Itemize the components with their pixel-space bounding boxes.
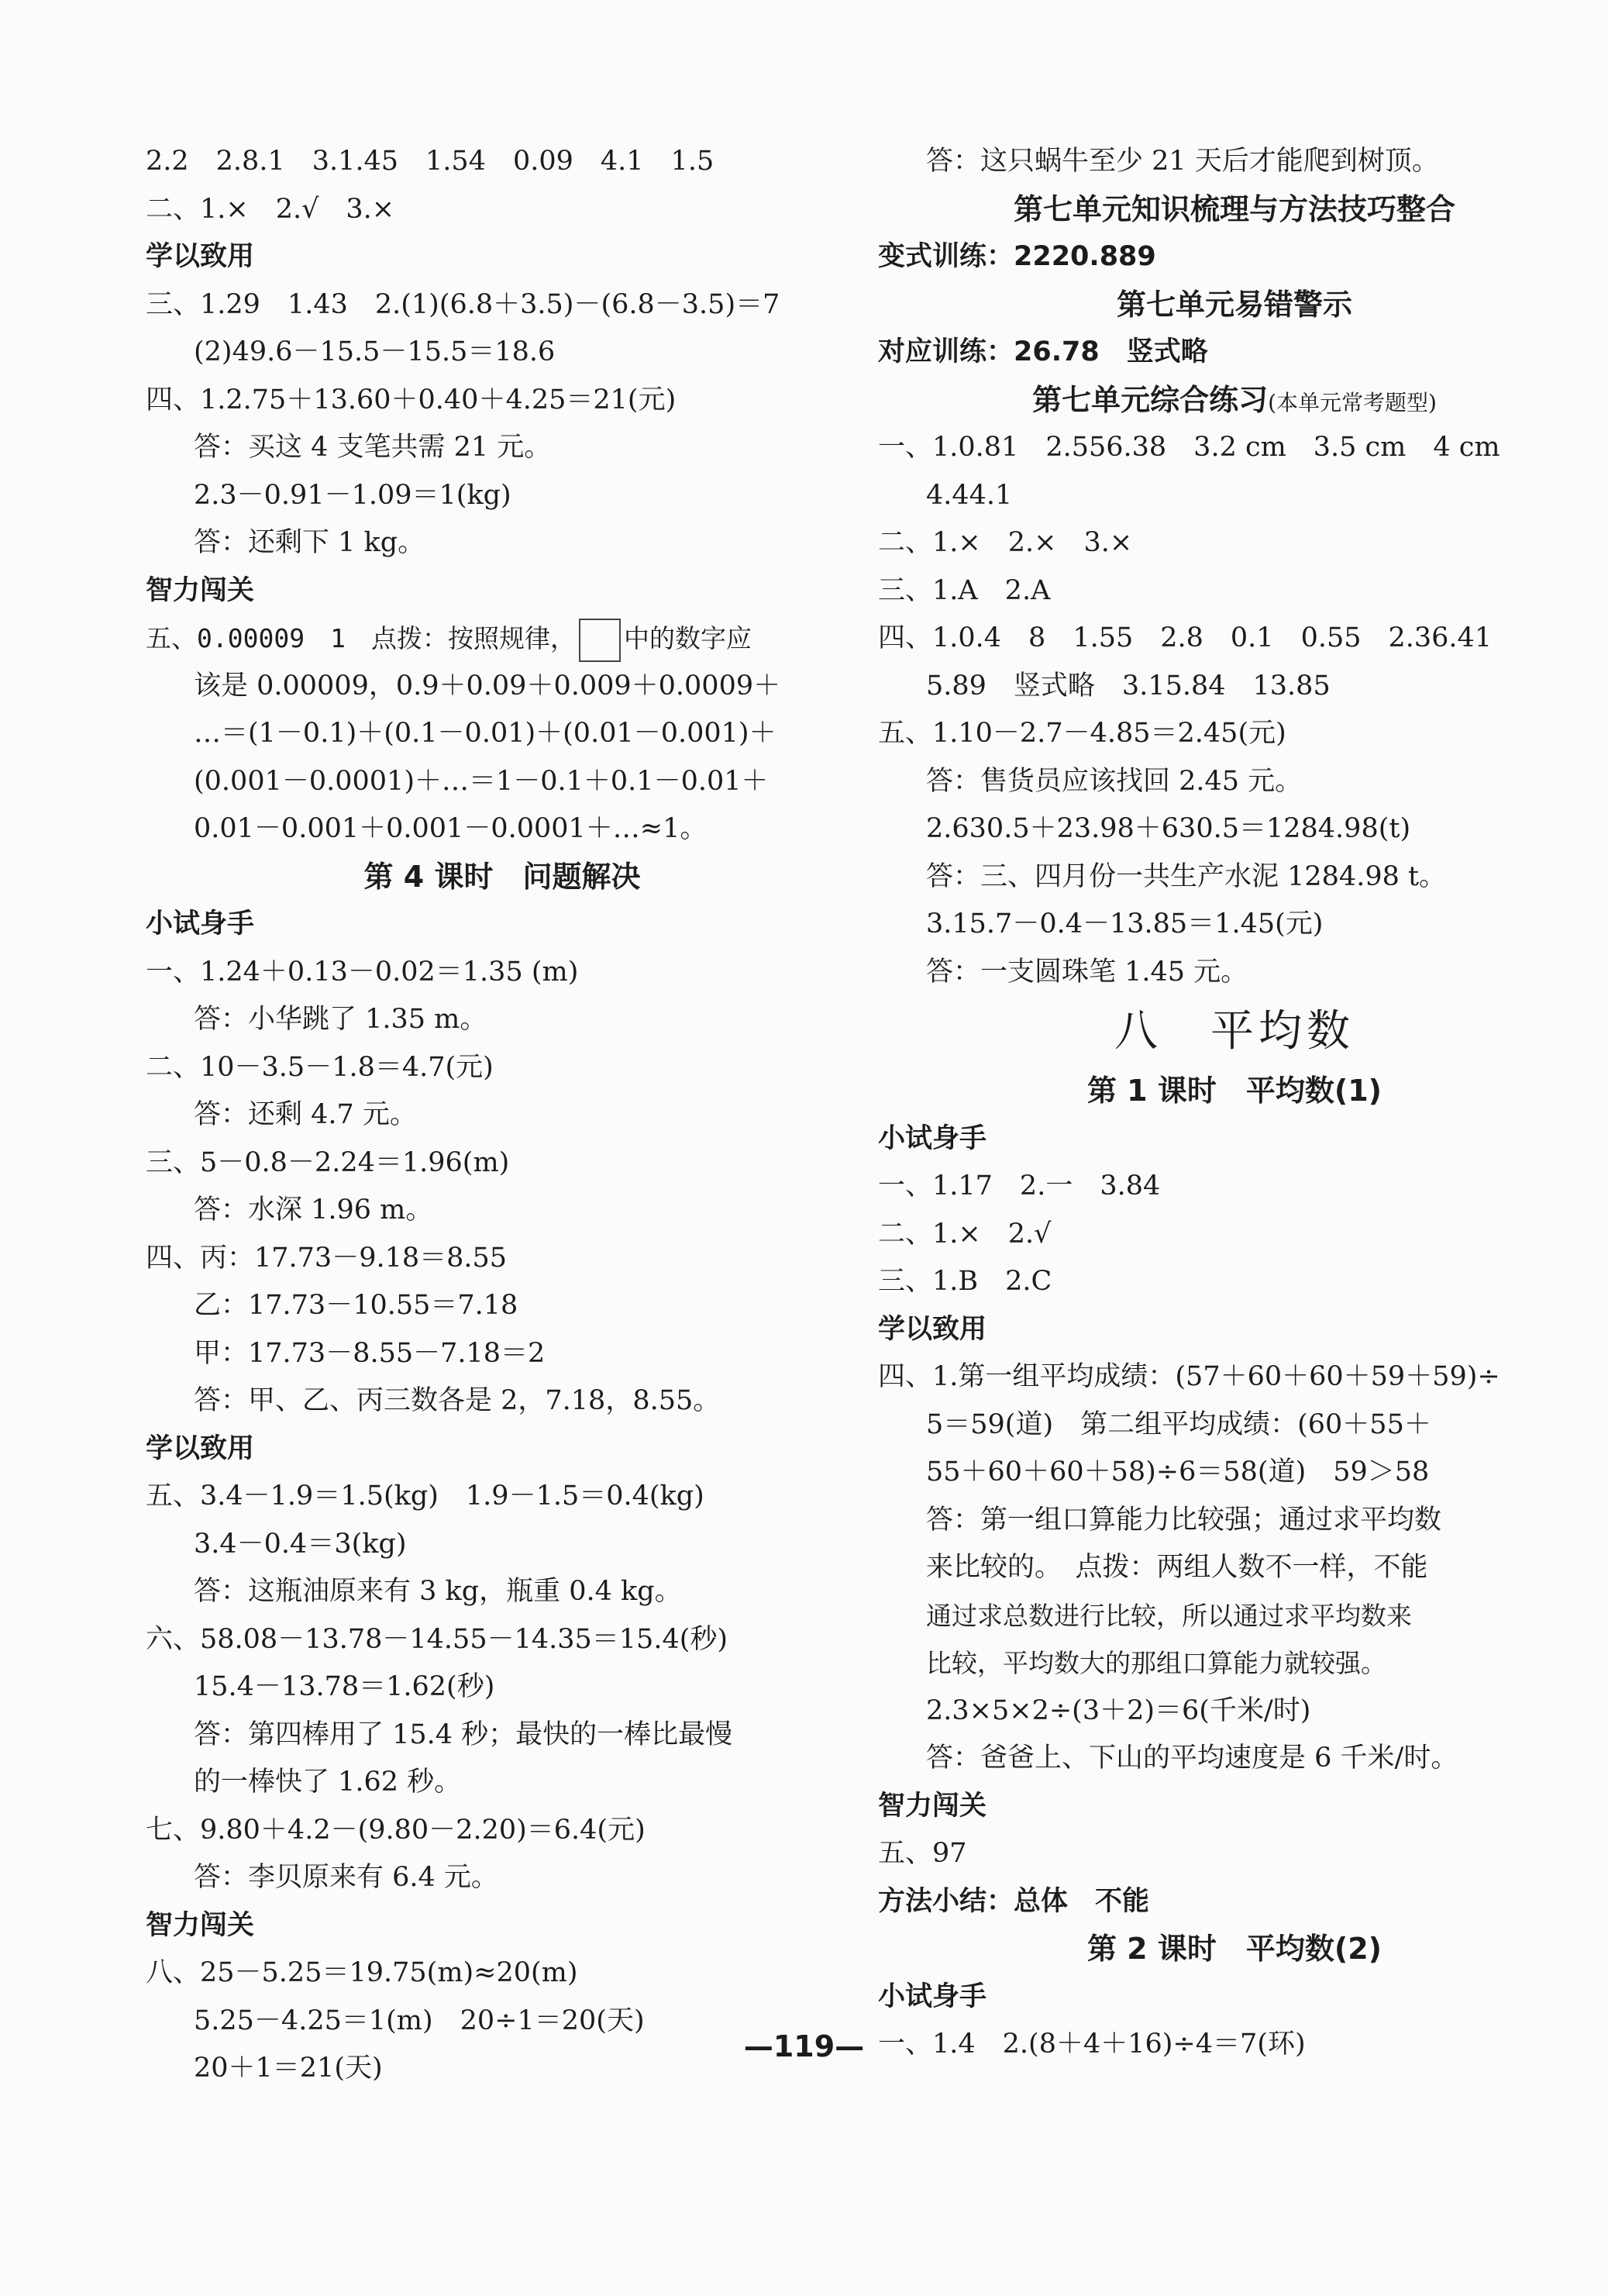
answer-line xyxy=(146,615,859,663)
line-text: 小试身手 xyxy=(878,1981,987,2012)
line-text: 55＋60＋60＋58)÷6＝58(道) 59＞58 xyxy=(926,1457,1430,1488)
line-text: 15.4－13.78＝1.62(秒) xyxy=(194,1671,495,1702)
answer-line xyxy=(146,1235,859,1283)
line-text: 四、1.2.75＋13.60＋0.40＋4.25＝21(元) xyxy=(146,384,677,415)
subsection-heading xyxy=(878,1974,1591,2022)
line-text: 第 2 课时 平均数(2) xyxy=(1086,1932,1382,1966)
answer-line xyxy=(146,1091,859,1139)
line-text: 三、5－0.8－2.24＝1.96(m) xyxy=(146,1146,510,1178)
line-text: 答：水深 1.96 m。 xyxy=(194,1195,433,1226)
line-text: 小试身手 xyxy=(878,1122,987,1154)
answer-line xyxy=(146,1663,859,1712)
line-text: 智力闯关 xyxy=(146,574,255,606)
answer-line xyxy=(878,1353,1591,1401)
right-column xyxy=(878,138,1591,2069)
answer-line xyxy=(146,1950,859,1998)
answer-line xyxy=(146,1759,859,1807)
line-text: 二、1.× 2.√ 3.× xyxy=(146,193,395,225)
answer-line xyxy=(146,1616,859,1664)
line-text: 答：第四棒用了 15.4 秒；最快的一棒比最慢 xyxy=(194,1719,733,1750)
line-text: 5＝59(道) 第二组平均成绩：(60＋55＋ xyxy=(926,1408,1431,1440)
answer-line xyxy=(878,1163,1591,1211)
answer-line xyxy=(146,1377,859,1426)
line-text: 答：这瓶油原来有 3 kg，瓶重 0.4 kg。 xyxy=(194,1576,682,1607)
answer-line xyxy=(146,472,859,520)
line-text: 来比较的。 点拨：两组人数不一样，不能 xyxy=(926,1552,1428,1583)
line-text: 学以致用 xyxy=(146,1432,255,1464)
answer-line xyxy=(878,1211,1591,1259)
line-text: 小试身手 xyxy=(146,908,255,939)
line-text: 第七单元综合练习 xyxy=(1032,382,1269,417)
line-text: 五、0.00009 1 点拨：按照规律， xyxy=(146,623,576,653)
line-text: 七、9.80＋4.2－(9.80－2.20)＝6.4(元) xyxy=(146,1814,646,1846)
answer-line xyxy=(878,710,1591,758)
line-text: 第 4 课时 问题解决 xyxy=(363,859,641,894)
answer-line xyxy=(878,853,1591,902)
line-text: 比较，平均数大的那组口算能力就较强。 xyxy=(926,1648,1386,1678)
answer-line xyxy=(878,805,1591,853)
page-number: —119— xyxy=(743,2029,865,2063)
answer-line xyxy=(878,1258,1591,1306)
answer-line xyxy=(146,1854,859,1902)
answer-line xyxy=(146,710,859,758)
line-text: 一、1.24＋0.13－0.02＝1.35 (m) xyxy=(146,956,579,988)
answer-line xyxy=(146,1473,859,1521)
answer-line xyxy=(878,1639,1591,1688)
answer-line xyxy=(878,424,1591,472)
line-text: 二、1.× 2.√ xyxy=(878,1218,1052,1250)
line-text: 答：这只蜗牛至少 21 天后才能爬到树顶。 xyxy=(926,146,1439,177)
line-text: 0.01－0.001＋0.001－0.0001＋…≈1。 xyxy=(194,813,708,844)
answer-line xyxy=(878,901,1591,949)
answer-line xyxy=(146,281,859,329)
line-text: …＝(1－0.1)＋(0.1－0.01)＋(0.01－0.001)＋ xyxy=(194,718,776,749)
line-text: 一、1.17 2.一 3.84 xyxy=(878,1170,1161,1201)
line-text: (0.001－0.0001)＋…＝1－0.1＋0.1－0.01＋ xyxy=(194,765,769,797)
line-text: 对应训练：26.78 竖式略 xyxy=(878,336,1208,367)
answer-line xyxy=(878,138,1591,186)
subsection-heading xyxy=(878,1115,1591,1164)
subsection-heading xyxy=(878,329,1591,377)
answer-line xyxy=(878,519,1591,567)
line-text: 的一棒快了 1.62 秒。 xyxy=(194,1767,462,1798)
answer-line xyxy=(146,1712,859,1760)
left-column xyxy=(146,138,859,2093)
line-text: 2.630.5＋23.98＋630.5＝1284.98(t) xyxy=(926,813,1411,844)
line-text: 五、1.10－2.7－4.85＝2.45(元) xyxy=(878,718,1286,749)
answer-line xyxy=(146,1139,859,1188)
answer-line xyxy=(878,615,1591,663)
line-text: 八 平均数 xyxy=(1114,1006,1355,1057)
line-text: 八、25－5.25＝19.75(m)≈20(m) xyxy=(146,1957,578,1988)
answer-line xyxy=(878,949,1591,997)
line-text-continued: 中的数字应 xyxy=(623,623,752,653)
line-text: 方法小结：总体 不能 xyxy=(878,1885,1150,1917)
answer-line xyxy=(878,1497,1591,1545)
section-title xyxy=(878,186,1591,234)
line-text: 2.2 2.8.1 3.1.45 1.54 0.09 4.1 1.5 xyxy=(146,146,714,177)
section-title xyxy=(878,1067,1591,1115)
line-text: 智力闯关 xyxy=(146,1909,255,1941)
line-text: 答：甲、乙、丙三数各是 2，7.18，8.55。 xyxy=(194,1385,721,1416)
line-text: 第 1 课时 平均数(1) xyxy=(1086,1074,1382,1108)
line-text: 5.89 竖式略 3.15.84 13.85 xyxy=(926,670,1331,702)
line-text: 答：售货员应该找回 2.45 元。 xyxy=(926,765,1303,797)
subsection-heading xyxy=(146,233,859,281)
answer-line xyxy=(146,949,859,997)
answer-line xyxy=(146,1044,859,1092)
answer-line xyxy=(878,472,1591,520)
answer-line xyxy=(878,663,1591,711)
line-text: 答：三、四月份一共生产水泥 1284.98 t。 xyxy=(926,860,1447,892)
answer-line xyxy=(878,1735,1591,1783)
answer-line xyxy=(878,1592,1591,1640)
blank-box xyxy=(579,619,621,662)
answer-line xyxy=(146,758,859,806)
subsection-heading xyxy=(146,567,859,615)
section-title xyxy=(878,377,1591,425)
answer-line xyxy=(146,1521,859,1569)
line-text: 3.4－0.4＝3(kg) xyxy=(194,1528,407,1560)
line-text: 第七单元易错警示 xyxy=(1116,287,1352,322)
answer-line xyxy=(146,805,859,853)
subsection-heading xyxy=(146,1426,859,1474)
line-text: 智力闯关 xyxy=(878,1790,987,1822)
subsection-heading xyxy=(878,1783,1591,1831)
subsection-heading xyxy=(146,1902,859,1950)
answer-line xyxy=(146,138,859,186)
line-text: 三、1.29 1.43 2.(1)(6.8＋3.5)－(6.8－3.5)＝7 xyxy=(146,288,780,320)
line-text: 答：买这 4 支笔共需 21 元。 xyxy=(194,432,552,463)
line-text: 四、丙：17.73－9.18＝8.55 xyxy=(146,1242,508,1274)
line-text: 答：爸爸上、下山的平均速度是 6 千米/时。 xyxy=(926,1743,1458,1774)
line-text: 20＋1＝21(天) xyxy=(194,2053,383,2084)
answer-line xyxy=(878,567,1591,615)
line-text: 一、1.0.81 2.556.38 3.2 cm 3.5 cm 4 cm xyxy=(878,432,1500,463)
answer-line xyxy=(146,663,859,711)
answer-line xyxy=(878,1544,1591,1592)
subsection-heading xyxy=(878,233,1591,281)
line-text: 一、1.4 2.(8＋4＋16)÷4＝7(环) xyxy=(878,2029,1306,2060)
answer-line xyxy=(878,1830,1591,1878)
section-title xyxy=(878,281,1591,329)
line-text: 六、58.08－13.78－14.55－14.35＝15.4(秒) xyxy=(146,1623,728,1655)
line-text: 答：一支圆珠笔 1.45 元。 xyxy=(926,956,1248,988)
answer-line xyxy=(878,1401,1591,1450)
line-text: (2)49.6－15.5－15.5＝18.6 xyxy=(194,336,556,367)
answer-line xyxy=(146,377,859,425)
line-text: 五、3.4－1.9＝1.5(kg) 1.9－1.5＝0.4(kg) xyxy=(146,1481,704,1512)
subsection-heading xyxy=(878,1878,1591,1926)
line-text: 第七单元知识梳理与方法技巧整合 xyxy=(1013,191,1455,226)
section-title xyxy=(878,1925,1591,1974)
line-text: 四、1.第一组平均成绩：(57＋60＋60＋59＋59)÷ xyxy=(878,1361,1500,1392)
line-text: 学以致用 xyxy=(146,241,255,272)
line-text: 二、10－3.5－1.8＝4.7(元) xyxy=(146,1051,494,1083)
answer-line xyxy=(146,424,859,472)
subsection-heading xyxy=(146,901,859,949)
answer-line xyxy=(878,1449,1591,1497)
line-text: 乙：17.73－10.55＝7.18 xyxy=(194,1290,518,1321)
line-text: 该是 0.00009，0.9＋0.09＋0.009＋0.0009＋ xyxy=(194,670,781,702)
section-title xyxy=(146,853,859,902)
line-text: 三、1.A 2.A xyxy=(878,574,1051,606)
line-text: 答：小华跳了 1.35 m。 xyxy=(194,1004,487,1035)
line-text: 五、97 xyxy=(878,1838,967,1869)
answer-line xyxy=(146,1330,859,1378)
answer-line xyxy=(878,758,1591,806)
line-text: 答：李贝原来有 6.4 元。 xyxy=(194,1862,498,1893)
line-text: 四、1.0.4 8 1.55 2.8 0.1 0.55 2.36.41 xyxy=(878,622,1493,653)
answer-line xyxy=(146,1807,859,1855)
line-text: 变式训练：2220.889 xyxy=(878,241,1156,272)
answer-line xyxy=(878,1688,1591,1736)
line-text: 答：还剩 4.7 元。 xyxy=(194,1099,417,1130)
section-subtitle: (本单元常考题型) xyxy=(1268,389,1437,415)
line-text: 答：还剩下 1 kg。 xyxy=(194,527,425,558)
answer-line xyxy=(146,996,859,1044)
subsection-heading xyxy=(878,1306,1591,1354)
line-text: 三、1.B 2.C xyxy=(878,1266,1052,1297)
answer-line xyxy=(146,329,859,377)
line-text: 3.15.7－0.4－13.85＝1.45(元) xyxy=(926,908,1324,939)
section-title xyxy=(878,996,1591,1067)
line-text: 甲：17.73－8.55－7.18＝2 xyxy=(194,1337,546,1369)
answer-line xyxy=(146,519,859,567)
line-text: 2.3－0.91－1.09＝1(kg) xyxy=(194,479,511,511)
line-text: 学以致用 xyxy=(878,1313,987,1345)
line-text: 5.25－4.25＝1(m) 20÷1＝20(天) xyxy=(194,2005,645,2036)
answer-line xyxy=(146,1568,859,1616)
answer-line xyxy=(146,1187,859,1235)
line-text: 答：第一组口算能力比较强；通过求平均数 xyxy=(926,1504,1442,1536)
line-text: 2.3×5×2÷(3＋2)＝6(千米/时) xyxy=(926,1694,1311,1726)
line-text: 4.44.1 xyxy=(926,479,1013,511)
answer-line xyxy=(146,186,859,234)
line-text: 通过求总数进行比较，所以通过求平均数来 xyxy=(926,1600,1412,1631)
line-text: 二、1.× 2.× 3.× xyxy=(878,527,1133,558)
answer-line xyxy=(146,1282,859,1330)
